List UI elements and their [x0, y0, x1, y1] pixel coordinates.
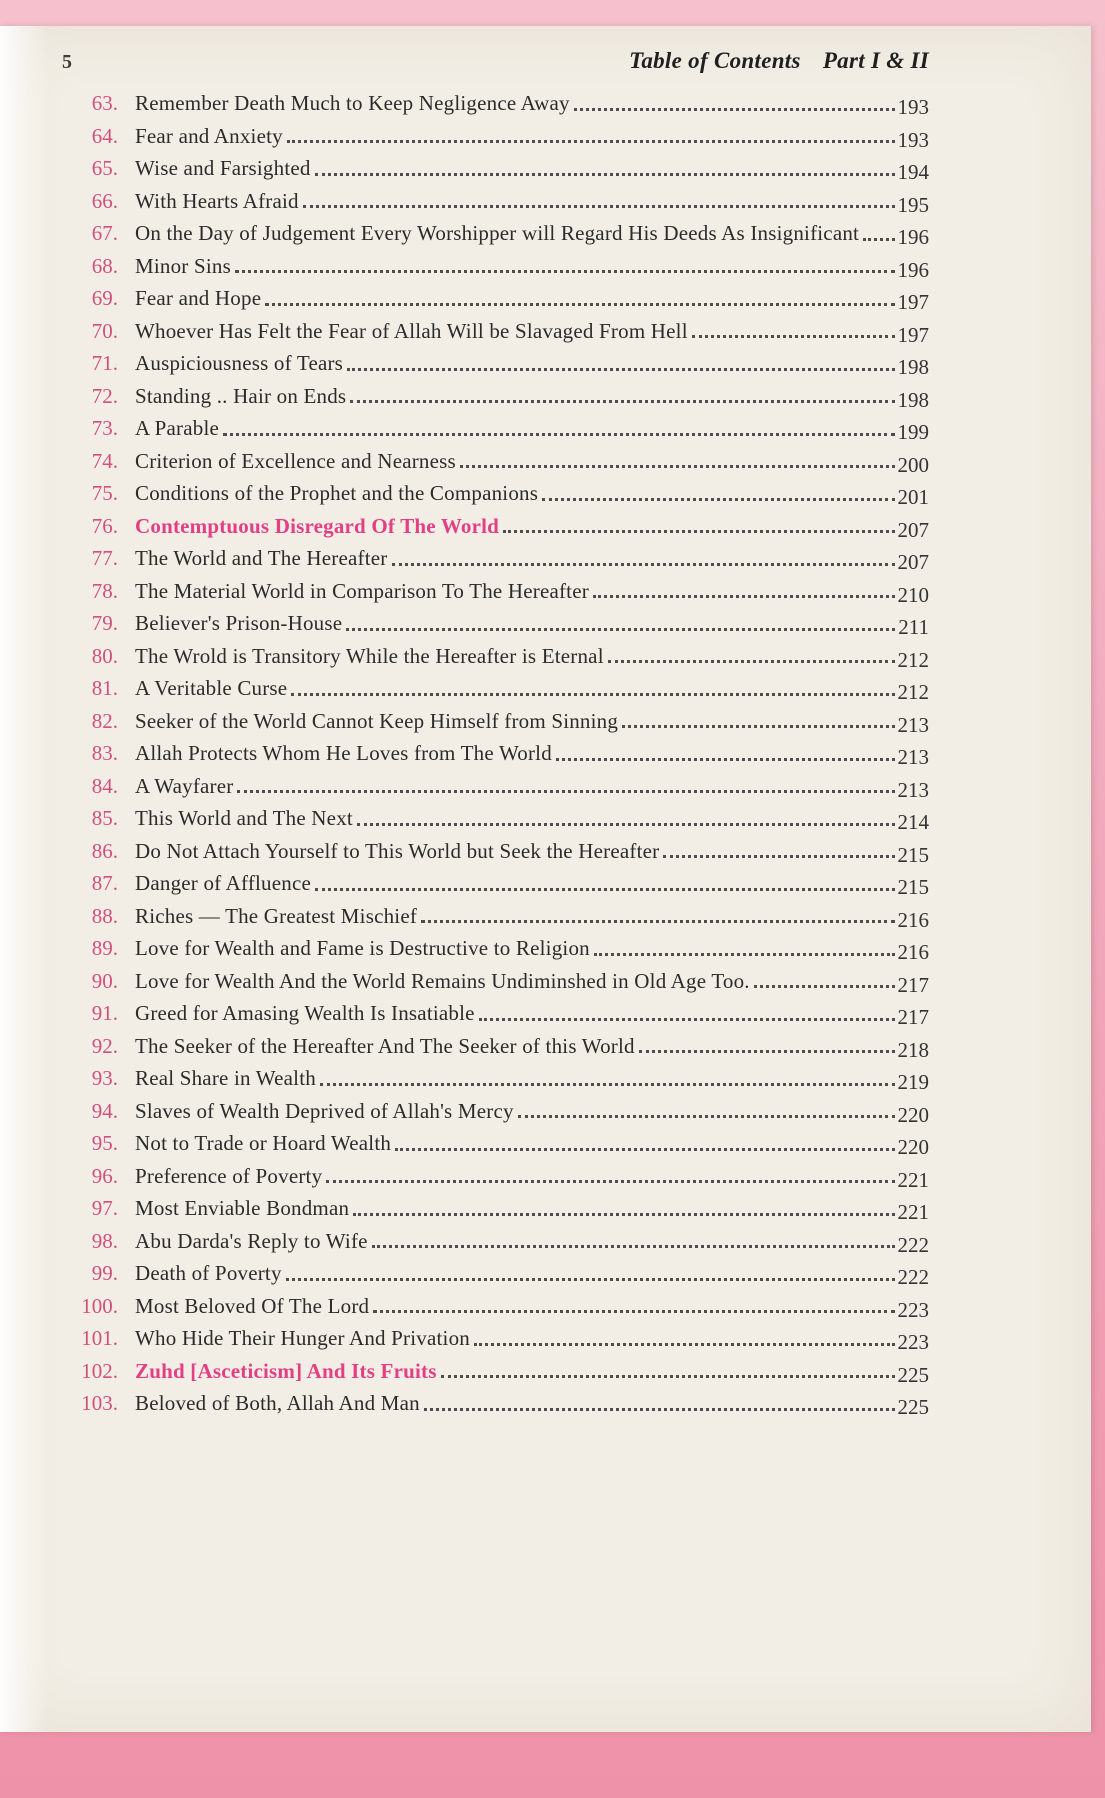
toc-entry: [62, 1030, 929, 1063]
entry-page-number: 215: [897, 875, 929, 899]
entry-body: [135, 1355, 929, 1388]
entry-page-number: 196: [897, 225, 929, 249]
entry-body: [135, 380, 929, 413]
entry-page-number: 211: [898, 615, 929, 639]
toc-entry: [62, 1095, 929, 1128]
entry-number: 67.: [91, 221, 118, 245]
entry-body: [135, 347, 929, 380]
entry-page-number: 210: [897, 582, 929, 607]
entry-number: 101.: [81, 1326, 118, 1350]
entry-page-number: 197: [897, 322, 929, 347]
entry-body: [135, 900, 929, 933]
entry-page-number: 222: [897, 1265, 929, 1289]
entry-number: 82.: [91, 708, 118, 733]
entry-title: A Parable: [135, 416, 220, 440]
entry-page-number: 193: [897, 95, 929, 119]
entry-number: 91.: [91, 1001, 118, 1025]
toc-entry: [62, 1062, 929, 1095]
entry-body: [135, 1322, 929, 1355]
dotted-leader: [474, 1343, 895, 1346]
toc-entry: [62, 282, 929, 315]
toc-entry: [62, 1127, 929, 1160]
entry-number: 103.: [81, 1391, 118, 1415]
entry-body: [135, 315, 929, 348]
entry-page-number: 218: [897, 1037, 929, 1062]
entry-number: 89.: [91, 936, 118, 960]
dotted-leader: [503, 530, 894, 533]
entry-title: Who Hide Their Hunger And Privation: [135, 1326, 470, 1350]
entry-body: [135, 575, 929, 608]
entry-body: [135, 737, 929, 770]
entry-body: [135, 120, 929, 153]
dotted-leader: [518, 1115, 895, 1118]
entry-body: [135, 1030, 929, 1063]
entry-title: Danger of Affluence: [135, 871, 312, 895]
dotted-leader: [441, 1375, 895, 1378]
dotted-leader: [235, 270, 895, 273]
entry-page-number: 212: [897, 680, 929, 704]
entry-page-number: 215: [897, 842, 929, 867]
toc-title-text: Table of Contents: [629, 48, 801, 73]
toc-entry: [62, 510, 929, 543]
entry-number: 98.: [91, 1228, 118, 1253]
dotted-leader: [357, 823, 895, 826]
entry-title: Love for Wealth And the World Remains Undiminshed in Old Age Too.: [135, 968, 750, 993]
dotted-leader: [303, 205, 895, 208]
toc-entry: [62, 412, 929, 445]
entry-number: 102.: [81, 1358, 118, 1383]
dotted-leader: [608, 660, 895, 663]
entry-body: [135, 672, 929, 705]
entry-title: Fear and Anxiety: [135, 123, 283, 148]
entry-title: Fear and Hope: [135, 286, 262, 310]
entry-title: The Wrold is Transitory While the Hereafter is Eternal: [135, 643, 604, 668]
entry-page-number: 225: [897, 1362, 929, 1387]
entry-number: 79.: [91, 611, 118, 635]
entry-page-number: 196: [897, 257, 929, 282]
entry-body: [135, 185, 929, 218]
entry-body: [135, 477, 929, 510]
entry-page-number: 216: [897, 907, 929, 932]
entry-body: [135, 835, 929, 868]
entry-title: The World and The Hereafter: [135, 546, 388, 570]
dotted-leader: [574, 108, 895, 111]
entry-body: [135, 932, 929, 965]
toc-entry: [62, 185, 929, 218]
toc-entry: [62, 87, 929, 120]
entry-title: Zuhd [Asceticism] And Its Fruits: [135, 1358, 437, 1383]
entry-page-number: 222: [897, 1232, 929, 1257]
entry-number: 73.: [91, 416, 118, 440]
entry-number: 76.: [91, 513, 118, 538]
entry-title: The Material World in Comparison To The Hereafter: [135, 578, 589, 603]
entry-title: Contemptuous Disregard Of The World: [135, 513, 500, 538]
entry-number: 93.: [91, 1066, 118, 1090]
entry-title: Conditions of the Prophet and the Companions: [135, 481, 539, 505]
entry-title: A Wayfarer: [135, 773, 234, 798]
toc-entry: [62, 835, 929, 868]
entry-body: [135, 445, 929, 478]
entry-page-number: 207: [897, 550, 929, 574]
toc-entry: [62, 932, 929, 965]
entry-number: 77.: [91, 546, 118, 570]
toc-entry: [62, 1257, 929, 1290]
dotted-leader: [350, 400, 894, 403]
entry-page-number: 219: [897, 1070, 929, 1094]
entry-title: Greed for Amasing Wealth Is Insatiable: [135, 1001, 475, 1025]
page-title: [629, 44, 929, 78]
dotted-leader: [291, 693, 894, 696]
entry-page-number: 223: [897, 1297, 929, 1322]
entry-body: [135, 412, 929, 445]
entry-title: A Veritable Curse: [135, 676, 288, 700]
entry-title: With Hearts Afraid: [135, 188, 299, 213]
entry-body: [135, 607, 929, 640]
entry-body: [135, 1387, 929, 1420]
toc-entry: [62, 1355, 929, 1388]
toc-entry: [62, 477, 929, 510]
toc-entry: [62, 1322, 929, 1355]
entry-page-number: 217: [897, 1005, 929, 1029]
entry-title: Love for Wealth and Fame is Destructive to Religion: [135, 936, 590, 960]
entry-number: 65.: [91, 156, 118, 180]
dotted-leader: [663, 855, 894, 858]
dotted-leader: [347, 368, 894, 371]
entry-page-number: 193: [897, 127, 929, 152]
entry-title: Real Share in Wealth: [135, 1066, 316, 1090]
dotted-leader: [326, 1180, 894, 1183]
entry-page-number: 201: [897, 485, 929, 509]
entry-page-number: 212: [897, 647, 929, 672]
entry-number: 97.: [91, 1196, 118, 1220]
dotted-leader: [353, 1213, 894, 1216]
entry-page-number: 220: [897, 1135, 929, 1159]
toc-entry: [62, 1290, 929, 1323]
entry-page-number: 198: [897, 355, 929, 379]
entry-title: Not to Trade or Hoard Wealth: [135, 1131, 392, 1155]
entry-title: Do Not Attach Yourself to This World but Seek the Hereafter: [135, 838, 660, 863]
dotted-leader: [286, 1278, 895, 1281]
dotted-leader: [460, 465, 895, 468]
entry-page-number: 198: [897, 387, 929, 412]
entry-body: [135, 640, 929, 673]
entry-page-number: 213: [897, 712, 929, 737]
dotted-leader: [593, 595, 895, 598]
dotted-leader: [395, 1148, 894, 1151]
entry-number: 94.: [91, 1098, 118, 1123]
entry-title: On the Day of Judgement Every Worshipper will Regard His Deeds As Insignificant: [135, 221, 860, 245]
entry-number: 80.: [91, 643, 118, 668]
toc-entry: [62, 737, 929, 770]
entry-body: [135, 705, 929, 738]
entry-body: [135, 250, 929, 283]
entry-number: 68.: [91, 253, 118, 278]
entry-title: Minor Sins: [135, 253, 231, 278]
toc-entry: [62, 997, 929, 1030]
entry-body: [135, 1225, 929, 1258]
dotted-leader: [479, 1018, 895, 1021]
dotted-leader: [315, 173, 895, 176]
entry-body: [135, 1290, 929, 1323]
entry-body: [135, 542, 929, 575]
entry-page-number: 213: [897, 745, 929, 769]
dotted-leader: [372, 1245, 895, 1248]
entry-number: 74.: [91, 448, 118, 473]
entry-number: 95.: [91, 1131, 118, 1155]
page-number: 5: [62, 51, 72, 73]
entry-page-number: 221: [897, 1200, 929, 1224]
toc-entry: [62, 315, 929, 348]
entry-number: 90.: [91, 968, 118, 993]
dotted-leader: [320, 1083, 895, 1086]
page-header: [62, 44, 929, 79]
toc-entry: [62, 607, 929, 640]
entry-number: 69.: [91, 286, 118, 310]
dotted-leader: [692, 335, 895, 338]
entry-title: Believer's Prison-House: [135, 611, 343, 635]
entry-body: [135, 282, 929, 315]
entry-number: 63.: [91, 91, 118, 115]
toc-entry: [62, 705, 929, 738]
entry-title: Remember Death Much to Keep Negligence Away: [135, 91, 570, 115]
entry-title: Auspiciousness of Tears: [135, 351, 344, 375]
toc-entry: [62, 575, 929, 608]
entry-number: 81.: [91, 676, 118, 700]
toc-entry: [62, 1225, 929, 1258]
toc-part-text: Part I & II: [822, 48, 929, 73]
entry-page-number: 207: [897, 517, 929, 542]
entry-title: The Seeker of the Hereafter And The Seeker of this World: [135, 1033, 635, 1058]
entry-number: 78.: [91, 578, 118, 603]
toc-entry: [62, 445, 929, 478]
dotted-leader: [287, 140, 895, 143]
toc-entry: [62, 867, 929, 900]
dotted-leader: [346, 628, 895, 631]
entry-page-number: 220: [897, 1102, 929, 1127]
entry-title: Whoever Has Felt the Fear of Allah Will be Slavaged From Hell: [135, 318, 688, 343]
dotted-leader: [863, 238, 894, 241]
entry-number: 71.: [91, 351, 118, 375]
dotted-leader: [392, 563, 895, 566]
entry-page-number: 217: [897, 972, 929, 997]
entry-page-number: 225: [897, 1395, 929, 1419]
entry-title: Standing .. Hair on Ends: [135, 383, 347, 408]
entry-title: Riches — The Greatest Mischief: [135, 903, 418, 928]
entry-body: [135, 867, 929, 900]
entry-number: 66.: [91, 188, 118, 213]
entry-title: Criterion of Excellence and Nearness: [135, 448, 456, 473]
entry-number: 100.: [81, 1293, 118, 1318]
entry-title: Allah Protects Whom He Loves from The World: [135, 741, 552, 765]
entry-number: 96.: [91, 1163, 118, 1188]
entry-title: Death of Poverty: [135, 1261, 282, 1285]
entry-title: Slaves of Wealth Deprived of Allah's Mercy: [135, 1098, 514, 1123]
entry-page-number: 200: [897, 452, 929, 477]
entry-body: [135, 997, 929, 1030]
entry-body: [135, 770, 929, 803]
dotted-leader: [594, 953, 895, 956]
entry-title: Most Enviable Bondman: [135, 1196, 350, 1220]
toc-entry: [62, 1160, 929, 1193]
entry-page-number: 223: [897, 1330, 929, 1354]
toc-entry: [62, 120, 929, 153]
toc-entry: [62, 152, 929, 185]
toc-entry: [62, 347, 929, 380]
toc-list: [62, 87, 929, 1420]
entry-page-number: 194: [897, 160, 929, 184]
entry-body: [135, 1095, 929, 1128]
entry-title: Abu Darda's Reply to Wife: [135, 1228, 368, 1253]
entry-body: [135, 217, 929, 250]
entry-body: [135, 802, 929, 835]
entry-number: 88.: [91, 903, 118, 928]
toc-entry: [62, 1192, 929, 1225]
dotted-leader: [223, 433, 894, 436]
entry-body: [135, 510, 929, 543]
dotted-leader: [265, 303, 894, 306]
toc-entry: [62, 965, 929, 998]
entry-page-number: 221: [897, 1167, 929, 1192]
entry-number: 83.: [91, 741, 118, 765]
toc-entry: [62, 770, 929, 803]
entry-body: [135, 1160, 929, 1193]
entry-number: 92.: [91, 1033, 118, 1058]
dotted-leader: [237, 790, 894, 793]
entry-title: Seeker of the World Cannot Keep Himself from Sinning: [135, 708, 619, 733]
toc-entry: [62, 672, 929, 705]
entry-number: 87.: [91, 871, 118, 895]
toc-entry: [62, 802, 929, 835]
entry-title: Preference of Poverty: [135, 1163, 323, 1188]
toc-entry: [62, 250, 929, 283]
dotted-leader: [556, 758, 895, 761]
entry-number: 86.: [91, 838, 118, 863]
dotted-leader: [424, 1408, 895, 1411]
entry-number: 70.: [91, 318, 118, 343]
toc-entry: [62, 900, 929, 933]
toc-entry: [62, 542, 929, 575]
entry-title: Most Beloved Of The Lord: [135, 1293, 370, 1318]
entry-body: [135, 152, 929, 185]
entry-title: Wise and Farsighted: [135, 156, 311, 180]
entry-body: [135, 1192, 929, 1225]
dotted-leader: [639, 1050, 895, 1053]
entry-body: [135, 1257, 929, 1290]
dotted-leader: [373, 1310, 894, 1313]
toc-entry: [62, 217, 929, 250]
entry-page-number: 213: [897, 777, 929, 802]
toc-entry: [62, 380, 929, 413]
entry-body: [135, 87, 929, 120]
entry-body: [135, 1127, 929, 1160]
toc-entry: [62, 1387, 929, 1420]
entry-number: 75.: [91, 481, 118, 505]
toc-entry: [62, 640, 929, 673]
dotted-leader: [622, 725, 894, 728]
entry-number: 72.: [91, 383, 118, 408]
entry-number: 85.: [91, 806, 118, 830]
entry-title: This World and The Next: [135, 806, 353, 830]
dotted-leader: [421, 920, 894, 923]
entry-page-number: 199: [897, 420, 929, 444]
entry-page-number: 195: [897, 192, 929, 217]
book-page: [0, 26, 1091, 1732]
entry-body: [135, 1062, 929, 1095]
dotted-leader: [754, 985, 895, 988]
entry-number: 84.: [91, 773, 118, 798]
entry-number: 99.: [91, 1261, 118, 1285]
entry-page-number: 197: [897, 290, 929, 314]
entry-page-number: 216: [897, 940, 929, 964]
entry-page-number: 214: [897, 810, 929, 834]
entry-body: [135, 965, 929, 998]
dotted-leader: [315, 888, 894, 891]
entry-number: 64.: [91, 123, 118, 148]
dotted-leader: [542, 498, 894, 501]
entry-title: Beloved of Both, Allah And Man: [135, 1391, 420, 1415]
